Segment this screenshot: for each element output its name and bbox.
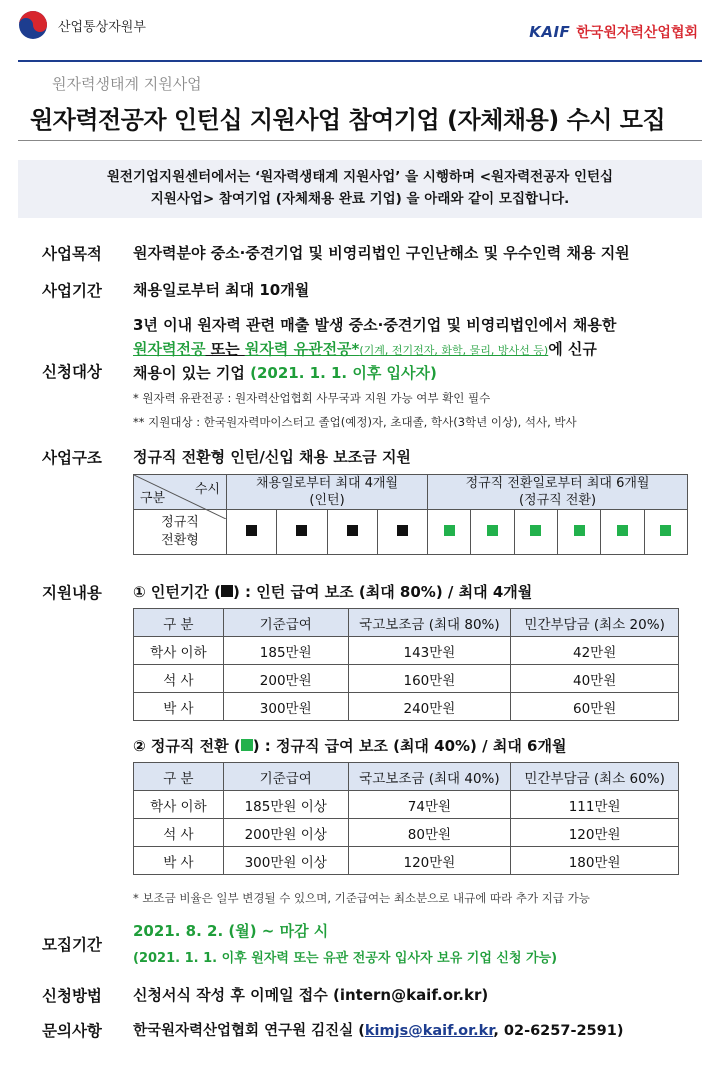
intern-month-square [296, 525, 307, 536]
table-header-cell: 기준급여 [223, 609, 348, 637]
regular-month-cell [644, 510, 687, 555]
table-cell: 42만원 [511, 637, 679, 665]
regular-section-title [133, 735, 566, 756]
table-row [134, 791, 679, 819]
target-date: (2021. 1. 1. 이후 입사자) [244, 364, 437, 382]
target-label: 신청대상 [42, 363, 102, 381]
table-cell: 300만원 [223, 693, 348, 721]
table-cell: 143만원 [348, 637, 511, 665]
intern-month-cell [327, 510, 377, 555]
contact-suffix: , 02-6257-2591) [493, 1023, 624, 1039]
intern-support-table [133, 608, 679, 721]
table-cell: 120만원 [348, 847, 511, 875]
table-cell: 석 사 [134, 819, 224, 847]
kaif-mark: KAIF [529, 23, 571, 41]
intern-period-title: 채용일로부터 최대 4개월 [255, 476, 399, 491]
regular-month-cell [514, 510, 557, 555]
intern-legend-square [221, 585, 233, 597]
structure-table [133, 474, 688, 555]
table-cell: 180만원 [511, 847, 679, 875]
intern-month-square [347, 525, 358, 536]
target-major-nuclear: 원자력전공 [133, 340, 206, 358]
target-note-1: * 원자력 유관전공 : 원자력산업협회 사무국과 지원 가능 여부 확인 필수 [133, 391, 491, 405]
contact-prefix: 한국원자력산업협회 연구원 김진실 ( [133, 1023, 365, 1039]
page-title: 원자력전공자 인턴십 지원사업 참여기업 (자체채용) 수시 모집 [30, 106, 666, 134]
regular-month-square [487, 525, 498, 536]
table-cell: 박 사 [134, 693, 224, 721]
table-cell: 120만원 [511, 819, 679, 847]
target-line-2 [133, 338, 597, 359]
regular-month-square [574, 525, 585, 536]
table-cell: 160만원 [348, 665, 511, 693]
target-line-3 [133, 362, 437, 383]
intro-box [18, 160, 702, 218]
recruit-date: 2021. 8. 2. (월) ~ 마감 시 [133, 922, 329, 940]
table-row [134, 665, 679, 693]
support-note: * 보조금 비율은 일부 변경될 수 있으며, 기준급여는 최소분으로 내규에 따라 추가 지급 가능 [133, 891, 590, 905]
header-divider [18, 60, 702, 62]
target-note-2: ** 지원대상 : 한국원자력마이스터고 졸업(예정)자, 초대졸, 학사(3학년 이상), 석사, 박사 [133, 415, 577, 429]
table-row [134, 847, 679, 875]
table-cell: 40만원 [511, 665, 679, 693]
regular-support-table [133, 762, 679, 875]
target-line-3-prefix: 채용이 있는 기업 [133, 364, 245, 382]
purpose-label: 사업목적 [42, 245, 102, 263]
target-fields: (기계, 전기전자, 화학, 물리, 방사선 등) [359, 344, 549, 357]
regular-month-cell [428, 510, 471, 555]
target-major-related: 원자력 유관전공* [244, 340, 360, 358]
intern-month-cell [277, 510, 327, 555]
structure-corner-cell [134, 475, 227, 510]
ministry-name: 산업통상자원부 [58, 19, 146, 35]
target-or: 또는 [205, 340, 245, 358]
regular-title-a: ② 정규직 전환 ( [133, 737, 241, 755]
purpose-text: 원자력분야 중소·중견기업 및 비영리법인 구인난해소 및 우수인력 채용 지원 [133, 244, 630, 262]
category-label: 원자력생태계 지원사업 [52, 75, 202, 93]
regular-period-sub: (정규직 전환) [518, 493, 597, 508]
structure-label: 사업구조 [42, 449, 102, 467]
regular-legend-square [241, 739, 253, 751]
table-cell: 185만원 [223, 637, 348, 665]
table-cell: 학사 이하 [134, 637, 224, 665]
regular-month-cell [471, 510, 514, 555]
intro-line-1: 원전기업지원센터에서는 ‘원자력생태계 지원사업’ 을 시행하며 <원자력전공자 인턴십 [106, 169, 614, 185]
intern-title-a: ① 인턴기간 ( [133, 583, 221, 601]
table-header-row [134, 609, 679, 637]
intern-title-b: ) : 인턴 급여 보조 (최대 80%) / 최대 4개월 [232, 583, 533, 601]
table-header-cell: 국고보조금 (최대 80%) [348, 609, 511, 637]
intern-period-header [227, 475, 428, 510]
table-header-cell: 민간부담금 (최소 20%) [511, 609, 679, 637]
table-row [134, 637, 679, 665]
recruit-label: 모집기간 [42, 936, 102, 954]
intern-section-title [133, 581, 532, 602]
structure-text: 정규직 전환형 인턴/신입 채용 보조금 지원 [133, 448, 411, 466]
table-cell: 60만원 [511, 693, 679, 721]
contact-text [133, 1019, 623, 1040]
intern-month-square [397, 525, 408, 536]
table-cell: 200만원 이상 [223, 819, 348, 847]
support-label: 지원내용 [42, 584, 102, 602]
row-label-line-1: 정규직 [161, 515, 199, 530]
contact-label: 문의사항 [42, 1022, 102, 1040]
table-header-cell: 민간부담금 (최소 60%) [511, 763, 679, 791]
table-header-cell: 구 분 [134, 609, 224, 637]
contact-email-link[interactable]: kimjs@kaif.or.kr [364, 1023, 494, 1039]
table-cell: 박 사 [134, 847, 224, 875]
table-cell: 240만원 [348, 693, 511, 721]
intern-period-sub: (인턴) [309, 493, 345, 508]
regular-title-b: ) : 정규직 급여 보조 (최대 40%) / 최대 6개월 [252, 737, 567, 755]
intern-month-cell [227, 510, 277, 555]
apply-text: 신청서식 작성 후 이메일 접수 (intern@kaif.or.kr) [133, 986, 489, 1004]
table-header-row [134, 763, 679, 791]
recruit-detail: (2021. 1. 1. 이후 원자력 또는 유관 전공자 입사자 보유 기업 신청 가능) [133, 951, 558, 966]
apply-label: 신청방법 [42, 987, 102, 1005]
table-header-cell: 구 분 [134, 763, 224, 791]
table-cell: 74만원 [348, 791, 511, 819]
table-row [134, 693, 679, 721]
corner-bottom-label: 구분 [140, 491, 166, 506]
corner-top-label: 수시 [194, 482, 220, 497]
table-cell: 학사 이하 [134, 791, 224, 819]
row-label-line-2: 전환형 [161, 533, 199, 548]
table-cell: 80만원 [348, 819, 511, 847]
table-cell: 200만원 [223, 665, 348, 693]
regular-month-square [444, 525, 455, 536]
regular-month-square [660, 525, 671, 536]
regular-period-header [428, 475, 688, 510]
regular-month-square [530, 525, 541, 536]
regular-period-title: 정규직 전환일로부터 최대 6개월 [465, 476, 650, 491]
target-line-1: 3년 이내 원자력 관련 매출 발생 중소·중견기업 및 비영리법인에서 채용한 [133, 316, 617, 334]
table-cell: 185만원 이상 [223, 791, 348, 819]
table-cell: 111만원 [511, 791, 679, 819]
title-divider [18, 140, 702, 141]
regular-month-cell [557, 510, 600, 555]
intern-month-square [246, 525, 257, 536]
table-header-cell: 기준급여 [223, 763, 348, 791]
period-text: 채용일로부터 최대 10개월 [133, 281, 310, 299]
target-tail: 에 신규 [548, 340, 597, 358]
kaif-name: 한국원자력산업협회 [576, 25, 698, 41]
intro-line-2: 지원사업> 참여기업 (자체채용 완료 기업) 을 아래와 같이 모집합니다. [150, 191, 570, 207]
intern-month-cell [377, 510, 427, 555]
table-cell: 석 사 [134, 665, 224, 693]
table-row [134, 819, 679, 847]
period-label: 사업기간 [42, 282, 102, 300]
kaif-logo [529, 22, 698, 42]
regular-month-cell [601, 510, 644, 555]
ministry-logo [18, 10, 146, 40]
taegeuk-icon [18, 10, 48, 40]
table-cell: 300만원 이상 [223, 847, 348, 875]
table-header-cell: 국고보조금 (최대 40%) [348, 763, 511, 791]
regular-month-square [617, 525, 628, 536]
